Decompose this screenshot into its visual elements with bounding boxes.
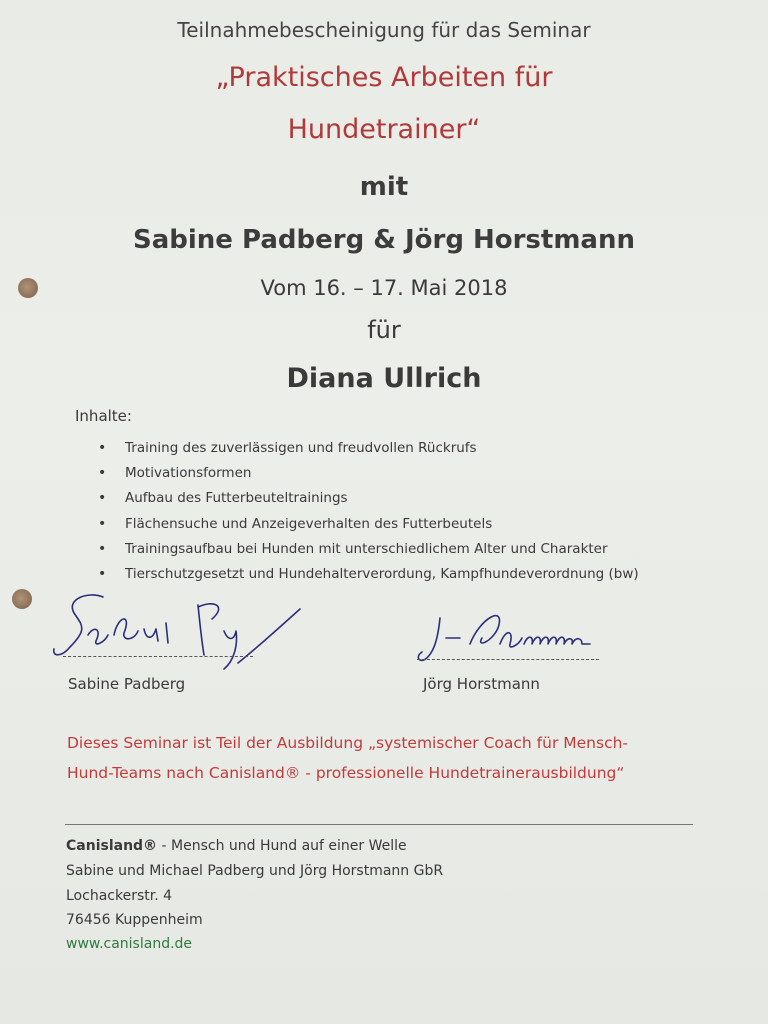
footer-brand: Canisland® [66, 838, 158, 854]
contents-item: • Aufbau des Futterbeuteltrainings [98, 486, 639, 511]
seminar-date: Vom 16. – 17. Mai 2018 [260, 276, 508, 300]
course-note-line2: Hund-Teams nach Canisland® - professionelle Hundetrainerausbildung“ [67, 764, 625, 782]
signature-left-image [48, 585, 308, 675]
participant-name: Diana Ullrich [286, 363, 482, 394]
footer-street: Lochackerstr. 4 [66, 888, 173, 904]
for-label: für [367, 316, 401, 344]
contents-item: • Flächensuche und Anzeigeverhalten des Futterbeutels [98, 512, 639, 537]
seminar-title-line1: „Praktisches Arbeiten für [215, 62, 553, 93]
contents-item: • Trainingsaufbau bei Hunden mit unterschiedlichem Alter und Charakter [98, 537, 639, 562]
certificate-intro: Teilnahmebescheinigung für das Seminar [177, 18, 591, 42]
contents-item: • Tierschutzgesetzt und Hundehalterverordung, Kampfhundeverordnung (bw) [98, 562, 639, 587]
signature-right-image [410, 598, 610, 668]
footer-divider [65, 824, 693, 825]
signature-line-right [417, 659, 599, 660]
signature-name-right: Jörg Horstmann [423, 675, 540, 693]
footer-brand-line [66, 838, 407, 854]
with-label: mit [359, 172, 409, 202]
footer-company: Sabine und Michael Padberg und Jörg Horstmann GbR [66, 863, 444, 879]
course-note-line1: Dieses Seminar ist Teil der Ausbildung „systemischer Coach für Mensch- [67, 734, 629, 752]
contents-label: Inhalte: [75, 407, 132, 425]
seminar-title-line2: Hundetrainer“ [287, 114, 481, 145]
footer-website: www.canisland.de [66, 936, 193, 952]
punch-hole-lower [12, 589, 32, 609]
contents-item: • Motivationsformen [98, 461, 639, 486]
footer-tagline: - Mensch und Hund auf einer Welle [157, 838, 407, 854]
contents-list [98, 436, 639, 587]
trainer-names: Sabine Padberg & Jörg Horstmann [133, 225, 635, 255]
signature-name-left: Sabine Padberg [68, 675, 186, 693]
footer-city: 76456 Kuppenheim [66, 912, 203, 928]
signature-line-left [63, 656, 253, 657]
contents-item: • Training des zuverlässigen und freudvollen Rückrufs [98, 436, 639, 461]
